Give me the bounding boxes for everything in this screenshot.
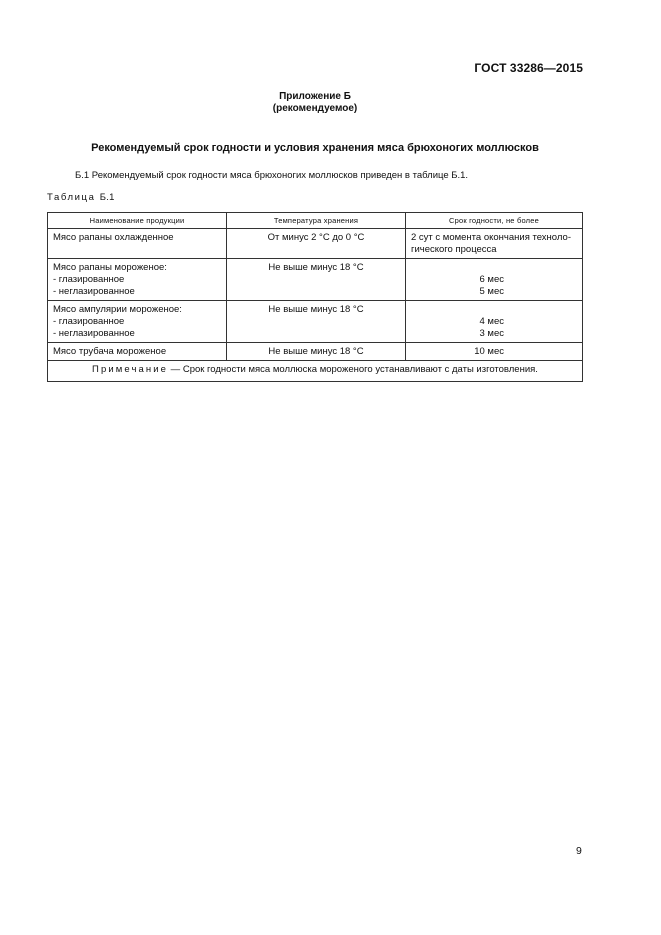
table-caption-word: Таблица: [47, 192, 96, 203]
table-note-row: [48, 361, 583, 382]
product-line: - неглазированное: [53, 286, 135, 297]
note-dash: —: [168, 364, 183, 375]
cell-product: [48, 259, 227, 301]
table-caption-number: Б.1: [99, 192, 115, 203]
cell-shelf-life: [406, 259, 583, 301]
cell-shelf-life: [406, 301, 583, 343]
cell-product: [48, 343, 227, 361]
table-header-row: [48, 213, 583, 229]
section-heading: Рекомендуемый срок годности и условия хранения мяса брюхоногих моллюсков: [91, 142, 539, 154]
table-row: [48, 343, 583, 361]
shelf-life-table: [47, 212, 583, 382]
table-row: [48, 259, 583, 301]
standard-code: ГОСТ 33286—2015: [474, 61, 583, 75]
intro-paragraph: Б.1 Рекомендуемый срок годности мяса брюхоногих моллюсков приведен в таблице Б.1.: [75, 170, 469, 181]
cell-shelf-life: [406, 229, 583, 259]
shelf-life-line: 4 мес: [479, 316, 504, 327]
column-header-shelf-life: Срок годности, не более: [406, 213, 583, 229]
shelf-life-line: 5 мес: [479, 286, 504, 297]
shelf-life-line: 10 мес: [474, 346, 504, 357]
appendix-title: Приложение Б: [279, 91, 351, 102]
shelf-life-line: 6 мес: [479, 274, 504, 285]
page-number: 9: [576, 845, 582, 857]
product-line: Мясо рапаны охлажденное: [53, 232, 174, 243]
product-line: Мясо ампулярии мороженое:: [53, 304, 182, 315]
cell-temperature: Не выше минус 18 °С: [227, 301, 406, 343]
cell-temperature: От минус 2 °С до 0 °С: [227, 229, 406, 259]
shelf-life-line: 2 сут с момента окончания техноло-: [411, 232, 571, 243]
shelf-life-line: 3 мес: [479, 328, 504, 339]
table-note: [48, 361, 583, 382]
appendix-status: (рекомендуемое): [272, 103, 358, 114]
column-header-product: Наименование продукции: [48, 213, 227, 229]
table-row: [48, 301, 583, 343]
product-line: Мясо трубача мороженое: [53, 346, 167, 357]
shelf-life-line: гического процесса: [411, 244, 497, 255]
cell-product: [48, 229, 227, 259]
cell-shelf-life: [406, 343, 583, 361]
note-label: Примечание: [92, 364, 169, 375]
column-header-temperature: Температура хранения: [227, 213, 406, 229]
cell-temperature: Не выше минус 18 °С: [227, 343, 406, 361]
product-line: - глазированное: [53, 316, 125, 327]
cell-product: [48, 301, 227, 343]
table-caption: [47, 192, 115, 203]
product-line: - глазированное: [53, 274, 125, 285]
product-line: Мясо рапаны мороженое:: [53, 262, 167, 273]
note-text: Срок годности мяса моллюска мороженого устанавливают с даты изготовления.: [182, 364, 538, 375]
product-line: - неглазированное: [53, 328, 135, 339]
table-row: [48, 229, 583, 259]
cell-temperature: Не выше минус 18 °С: [227, 259, 406, 301]
